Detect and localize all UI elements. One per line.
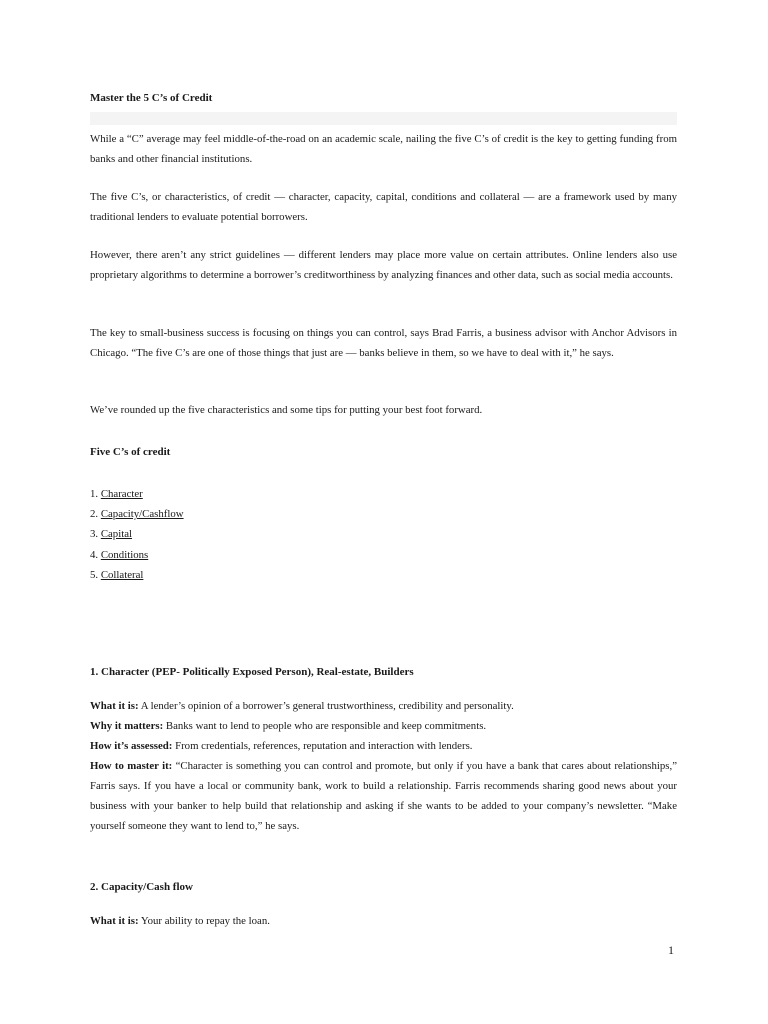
list-item: 2. Capacity/Cashflow: [90, 508, 184, 521]
character-why: Why it matters: Banks want to lend to people who are responsible and keep commitments.: [90, 720, 487, 732]
character-section: [90, 696, 677, 836]
page-number: 1: [668, 943, 674, 957]
character-master: How to master it: “Character is something you can control and promote, but only if you have a bank that cares about relationships,” Farris says. If you have a local or community bank, work to build a relationship. Farris recommends sharing good news about your business with your banker to help build that relationship and asking if she wants to be added to your company’s newsletter. “Make yourself someone they want to lend to,” he says.: [90, 760, 677, 832]
link-collateral[interactable]: Collateral: [100, 568, 144, 581]
five-cs-heading: Five C’s of credit: [90, 446, 171, 458]
intro-paragraph-3: However, there aren’t any strict guidelines — different lenders may place more value on certain attributes. Online lenders also use proprietary algorithms to determine a borrower’s creditworthiness by analyzing finances and other data, such as social media accounts.: [90, 249, 677, 281]
list-item: 3. Capital: [90, 528, 132, 541]
list-item: 1. Character: [90, 488, 143, 500]
link-conditions[interactable]: Conditions: [100, 548, 149, 561]
intro-paragraph-2: The five C’s, or characteristics, of credit — character, capacity, capital, conditions and collateral — are a framework used by many traditional lenders to evaluate potential borrowers.: [90, 191, 677, 223]
link-capacity-cashflow[interactable]: Capacity/Cashflow: [100, 508, 184, 521]
capacity-section: [90, 911, 677, 931]
intro-paragraph-5: We’ve rounded up the five characteristics and some tips for putting your best foot forward.: [90, 404, 483, 416]
intro-paragraph-4: The key to small-business success is focusing on things you can control, says Brad Farris, a business advisor with Anchor Advisors in Chicago. “The five C’s are one of those things that just are — banks believe in them, so we have to deal with it,” he says.: [90, 327, 677, 359]
list-item: 4. Conditions: [90, 548, 149, 561]
character-how: How it’s assessed: From credentials, references, reputation and interaction with lenders.: [90, 740, 473, 752]
list-item: 5. Collateral: [90, 568, 144, 581]
character-heading: 1. Character (PEP- Politically Exposed Person), Real-estate, Builders: [90, 666, 414, 678]
capacity-heading: 2. Capacity/Cash flow: [90, 881, 193, 893]
five-cs-list: [90, 484, 184, 585]
link-capital[interactable]: Capital: [100, 528, 132, 541]
intro-paragraph-1: While a “C” average may feel middle-of-the-road on an academic scale, nailing the five C’s of credit is the key to getting funding from banks and other financial institutions.: [90, 133, 677, 165]
document-title: Master the 5 C’s of Credit: [90, 92, 213, 104]
character-what: What it is: A lender’s opinion of a borrower’s general trustworthiness, credibility and personality.: [90, 700, 514, 712]
capacity-what: What it is: Your ability to repay the loan.: [90, 915, 270, 927]
link-character[interactable]: Character: [100, 488, 143, 500]
shaded-divider: [90, 112, 677, 125]
